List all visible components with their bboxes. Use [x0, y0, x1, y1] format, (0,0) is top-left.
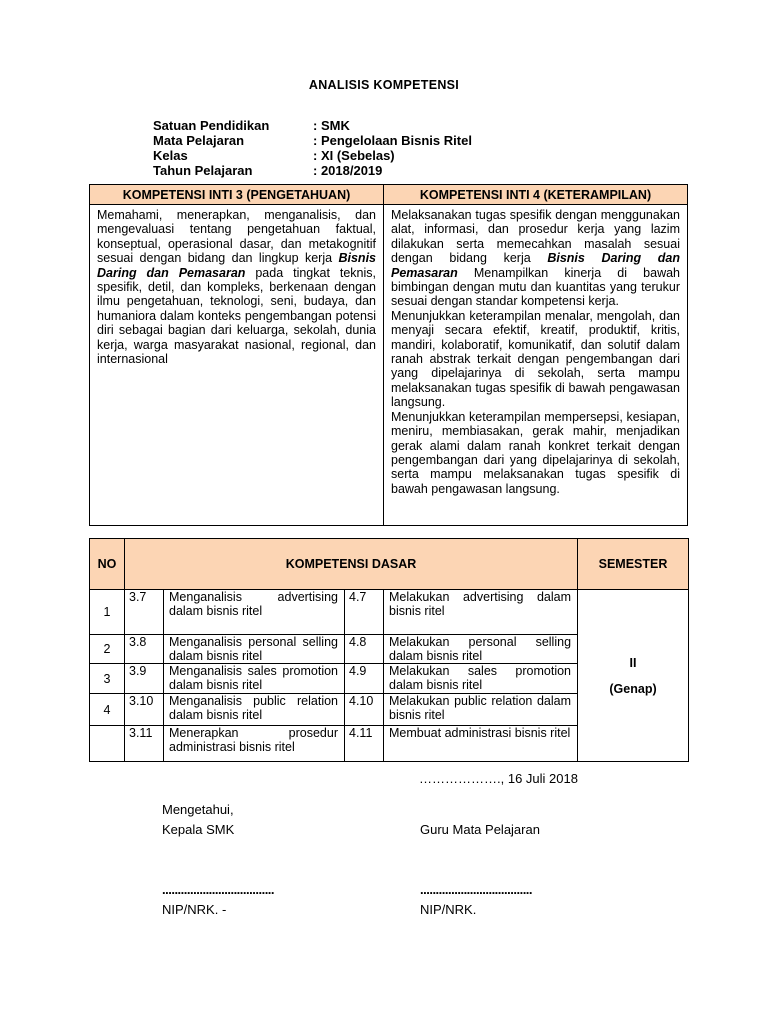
kd4-description: Melakukan public relation dalam bisnis ritel	[384, 694, 578, 726]
signature-left-line2: Kepala SMK	[162, 822, 235, 837]
info-value: : SMK	[313, 118, 350, 133]
row-number: 4	[90, 694, 125, 726]
signature-left-block	[162, 880, 274, 920]
kd-header-kd: KOMPETENSI DASAR	[125, 539, 578, 590]
ki3-text-a: Memahami, menerapkan, menganalisis, dan mengevaluasi tentang pengetahuan faktual, konseptual, operasional dasar, dan metakognitif sesuai dengan bidang dan lingkup kerja	[97, 208, 376, 266]
signature-left-nip: NIP/NRK. -	[162, 902, 227, 917]
info-value: : XI (Sebelas)	[313, 148, 395, 163]
kd4-code: 4.7	[345, 590, 384, 635]
ki4-header: KOMPETENSI INTI 4 (KETERAMPILAN)	[384, 185, 688, 205]
signature-right	[420, 820, 540, 840]
semester-value: II	[629, 655, 637, 670]
table-row	[90, 590, 689, 635]
signature-right-nip: NIP/NRK.	[420, 902, 477, 917]
signature-left	[162, 800, 234, 840]
info-row-satuan	[153, 118, 472, 133]
kd4-code: 4.9	[345, 664, 384, 694]
kompetensi-inti-table	[89, 184, 688, 526]
ki3-text-b: pada tingkat teknis, spesifik, detil, dan kompleks, berkenaan dengan ilmu pengetahuan, teknologi, seni, budaya, dan humaniora dalam konteks pengembangan potensi diri sebagai bagian dari keluarga, sekolah, dunia kerja, warga masyarakat nasional, regional, dan internasional	[97, 265, 376, 367]
info-label: Mata Pelajaran	[153, 133, 245, 148]
ki4-paragraph-2: Menunjukkan keterampilan menalar, mengolah, dan menyaji secara efektif, kreatif, produktif, kritis, mandiri, kolaboratif, komunikatif, dan solutif dalam ranah abstrak terkait dengan pengembangan dari yang dipelajarinya di sekolah, serta mampu melaksanakan tugas spesifik di bawah pengawasan langsung.	[391, 308, 680, 410]
kd4-description: Melakukan sales promotion dalam bisnis ritel	[384, 664, 578, 694]
kd4-code: 4.11	[345, 726, 384, 762]
kd3-description: Menganalisis personal selling dalam bisnis ritel	[164, 635, 345, 664]
ki3-header: KOMPETENSI INTI 3 (PENGETAHUAN)	[90, 185, 384, 205]
ki4-emphasis: Bisnis Daring dan Pemasaran	[391, 251, 680, 280]
info-label: Tahun Pelajaran	[153, 163, 253, 178]
row-number	[90, 726, 125, 762]
kd3-description: Menganalisis public relation dalam bisnis ritel	[164, 694, 345, 726]
ki4-paragraph-1	[391, 208, 680, 309]
ki4-paragraph-3: Menunjukkan keterampilan mempersepsi, kesiapan, meniru, membiasakan, gerak mahir, menjadikan gerak alami dalam ranah konkret terkait dengan pengembangan dari yang dipelajarinya di sekolah, serta mampu melaksanakan tugas spesifik di bawah pengawasan langsung.	[391, 409, 680, 496]
info-block	[153, 118, 472, 178]
kd3-code: 3.8	[125, 635, 164, 664]
kd3-description: Menganalisis sales promotion dalam bisnis ritel	[164, 664, 345, 694]
ki4-p1-text-b: Menampilkan kinerja di bawah bimbingan dengan mutu dan kuantitas yang terukur sesuai dengan standar kompetensi kerja.	[391, 265, 680, 309]
info-value: : 2018/2019	[313, 163, 383, 178]
info-row-tahun	[153, 163, 472, 178]
signature-left-line1: Mengetahui,	[162, 802, 234, 817]
row-number: 2	[90, 635, 125, 664]
kompetensi-dasar-table	[89, 538, 689, 762]
kd3-description: Menganalisis advertising dalam bisnis ritel	[164, 590, 345, 635]
kd4-description: Membuat administrasi bisnis ritel	[384, 726, 578, 762]
info-row-kelas	[153, 148, 472, 163]
kd3-description: Menerapkan prosedur administrasi bisnis ritel	[164, 726, 345, 762]
kd4-code: 4.10	[345, 694, 384, 726]
kd-header-no: NO	[90, 539, 125, 590]
ki4-cell	[384, 205, 688, 526]
info-row-mapel	[153, 133, 472, 148]
ki-header-row	[90, 185, 688, 205]
kd-header-semester: SEMESTER	[578, 539, 689, 590]
signature-left-dots: ....................................	[162, 882, 275, 897]
document-title: ANALISIS KOMPETENSI	[308, 78, 460, 92]
kd3-code: 3.7	[125, 590, 164, 635]
ki3-cell	[90, 205, 384, 526]
kd-header-row	[90, 539, 689, 590]
signature-right-dots: ....................................	[420, 882, 533, 897]
kd4-code: 4.8	[345, 635, 384, 664]
ki4-p1-text-a: Melaksanakan tugas spesifik dengan menggunakan alat, informasi, dan prosedur kerja yang lazim dilakukan serta memecahkan masalah sesuai dengan bidang kerja	[391, 208, 680, 266]
ki-content-row	[90, 205, 688, 526]
row-number: 3	[90, 664, 125, 694]
kd3-code: 3.10	[125, 694, 164, 726]
signature-right-line1: Guru Mata Pelajaran	[420, 822, 540, 837]
ki3-text	[97, 208, 376, 366]
semester-note: (Genap)	[609, 681, 657, 696]
info-label: Satuan Pendidikan	[153, 118, 270, 133]
kd3-code: 3.11	[125, 726, 164, 762]
kd4-description: Melakukan advertising dalam bisnis ritel	[384, 590, 578, 635]
semester-cell	[578, 590, 689, 762]
ki3-emphasis: Bisnis Daring dan Pemasaran	[97, 251, 376, 280]
info-label: Kelas	[153, 148, 188, 163]
kd4-description: Melakukan personal selling dalam bisnis ritel	[384, 635, 578, 664]
info-value: : Pengelolaan Bisnis Ritel	[313, 133, 472, 148]
signature-right-block	[420, 880, 532, 920]
row-number: 1	[90, 590, 125, 635]
kd3-code: 3.9	[125, 664, 164, 694]
signature-date: ………………., 16 Juli 2018	[419, 771, 578, 786]
